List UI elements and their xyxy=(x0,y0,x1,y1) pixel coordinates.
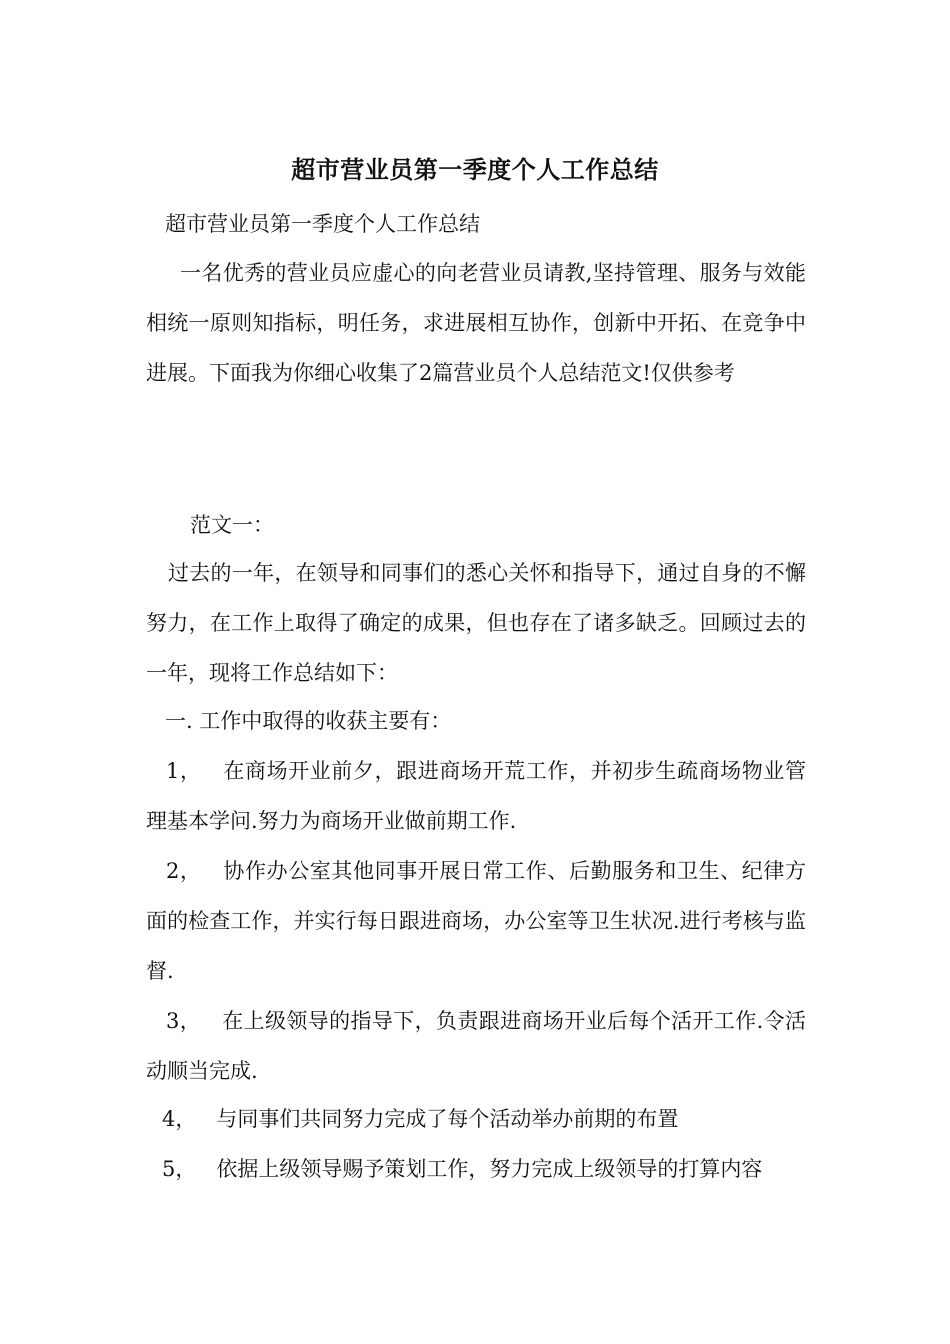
section-label: 范文一： xyxy=(190,513,274,537)
list-item-2 xyxy=(146,846,806,996)
list-item-text: 协作办公室其他同事开展日常工作、后勤服务和卫生、纪律方面的检查工作，并实行每日跟进商场，办公室等卫生状况.进行考核与监督. xyxy=(146,859,806,983)
document-title: 超市营业员第一季度个人工作总结 xyxy=(291,155,659,184)
list-item-number: 5， xyxy=(162,1157,197,1181)
list-item-text: 在上级领导的指导下，负责跟进商场开业后每个活开工作.令活动顺当完成. xyxy=(146,1009,806,1083)
list-item-4 xyxy=(146,1094,806,1144)
list-item-number: 1， xyxy=(166,759,202,783)
heading-one: 一. 工作中取得的收获主要有： xyxy=(165,709,452,733)
intro-paragraph: 一名优秀的营业员应虚心的向老营业员请教,坚持管理、服务与效能相统一原则知指标，明任务，求进展相互协作，创新中开拓、在竞争中进展。下面我为你细心收集了2篇营业员个人总结范文!仅供参考 xyxy=(146,261,806,385)
opening-paragraph: 过去的一年，在领导和同事们的悉心关怀和指导下，通过自身的不懈努力，在工作上取得了确定的成果，但也存在了诸多缺乏。回顾过去的一年，现将工作总结如下： xyxy=(146,561,806,685)
list-item-text: 与同事们共同努力完成了每个活动举办前期的布置 xyxy=(216,1107,679,1131)
list-item-3 xyxy=(146,996,806,1096)
list-item-1 xyxy=(146,746,806,846)
list-item-5 xyxy=(146,1144,806,1194)
document-subtitle: 超市营业员第一季度个人工作总结 xyxy=(165,212,480,236)
list-item-text: 依据上级领导赐予策划工作，努力完成上级领导的打算内容 xyxy=(216,1157,763,1181)
list-item-text: 在商场开业前夕，跟进商场开荒工作，并初步生疏商场物业管理基本学问.努力为商场开业做前期工作. xyxy=(146,759,806,833)
list-item-number: 2， xyxy=(166,859,202,883)
list-item-number: 3， xyxy=(166,1009,202,1033)
list-item-number: 4， xyxy=(162,1107,197,1131)
